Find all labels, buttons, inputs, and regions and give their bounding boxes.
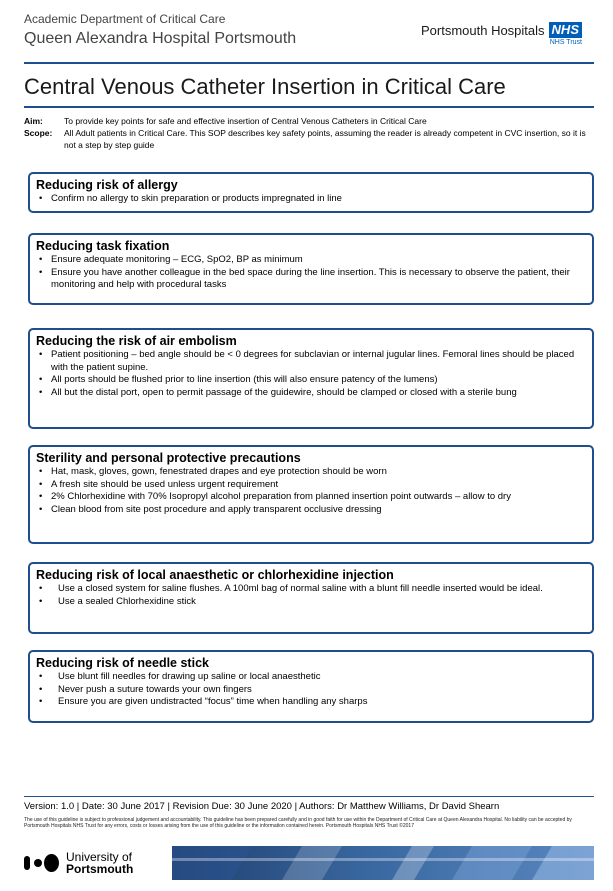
bullet-list — [36, 583, 586, 608]
bullet-list — [36, 193, 586, 206]
aim-text: To provide key points for safe and effective insertion of Central Venous Catheters in Critical Care — [64, 116, 427, 126]
section-title: Reducing task fixation — [36, 239, 170, 253]
list-item: • All ports should be flushed prior to line insertion (this will also ensure patency of the lumens) — [36, 374, 586, 387]
document-header — [24, 12, 594, 60]
section-title: Sterility and personal protective precautions — [36, 451, 301, 465]
list-item: • Use a closed system for saline flushes. A 100ml bag of normal saline with a blunt fill needle inserted would be ideal. — [36, 583, 586, 596]
list-item: • Patient positioning – bed angle should be < 0 degrees for subclavian or internal jugular lines. Femoral lines should be placed with the patient supine. — [36, 349, 586, 374]
scope-row — [24, 127, 589, 151]
footer-banner-graphic — [172, 846, 594, 880]
aim-scope-block — [24, 115, 589, 151]
section-allergy — [28, 172, 594, 213]
university-mark-icon — [24, 850, 60, 876]
department-name: Academic Department of Critical Care — [24, 12, 226, 26]
section-sterility-ppe — [28, 445, 594, 544]
header-divider-bottom — [24, 106, 594, 108]
hospital-name: Queen Alexandra Hospital Portsmouth — [24, 30, 297, 47]
page-title: Central Venous Catheter Insertion in Critical Care — [24, 74, 506, 99]
bullet-list — [36, 254, 586, 292]
bullet-list — [36, 671, 586, 709]
bullet-list — [36, 466, 586, 516]
list-item: • Never push a suture towards your own fingers — [36, 684, 586, 697]
section-air-embolism — [28, 328, 594, 429]
list-item: • A fresh site should be used unless urgent requirement — [36, 479, 586, 492]
scope-label: Scope: — [24, 128, 53, 138]
bullet-list — [36, 349, 586, 399]
scope-text: All Adult patients in Critical Care. This SOP describes key safety points, assuming the reader is already competent in CVC insertion, so it is not a step by step guide — [64, 128, 586, 150]
section-injection-risk — [28, 562, 594, 634]
header-divider-top — [24, 62, 594, 64]
section-needle-stick — [28, 650, 594, 723]
section-title: Reducing risk of local anaesthetic or chlorhexidine injection — [36, 568, 394, 582]
list-item: • 2% Chlorhexidine with 70% Isopropyl alcohol preparation from planned insertion point outwards – allow to dry — [36, 491, 586, 504]
list-item: • Hat, mask, gloves, gown, fenestrated drapes and eye protection should be worn — [36, 466, 586, 479]
nhs-logo-icon: NHS — [549, 22, 582, 38]
aim-label: Aim: — [24, 116, 43, 126]
nhs-logo-block — [421, 22, 582, 46]
list-item: • Use blunt fill needles for drawing up saline or local anaesthetic — [36, 671, 586, 684]
list-item: • All but the distal port, open to permit passage of the guidewire, should be clamped or closed with a sterile bung — [36, 387, 586, 400]
list-item: • Ensure you have another colleague in the bed space during the line insertion. This is necessary to observe the patient, their monitoring and help with procedural tasks — [36, 267, 586, 292]
university-logo — [24, 848, 174, 878]
disclaimer-text: The use of this guideline is subject to professional judgement and accountability. This guideline has been prepared carefully and in good faith for use within the Department of Critical Care at Queen Alexandra Hospital. No liability can be accepted by Portsmouth Hospitals NHS Trust for any errors, costs or losses arising from the use of this guideline or the information contained herein. Portsmouth Hospitals NHS Trust ©2017 — [24, 817, 572, 829]
list-item: • Ensure adequate monitoring – ECG, SpO2, BP as minimum — [36, 254, 586, 267]
list-item: • Clean blood from site post procedure and apply transparent occlusive dressing — [36, 504, 586, 517]
list-item: • Use a sealed Chlorhexidine stick — [36, 596, 586, 609]
section-title: Reducing risk of allergy — [36, 178, 178, 192]
aim-row — [24, 115, 589, 127]
university-name-bottom: Portsmouth — [66, 862, 134, 876]
university-name-top: University of — [66, 850, 133, 864]
nhs-org-name: Portsmouth Hospitals — [420, 22, 545, 38]
section-title: Reducing the risk of air embolism — [36, 334, 237, 348]
list-item: • Confirm no allergy to skin preparation or products impregnated in line — [36, 193, 586, 206]
nhs-trust-label: NHS Trust — [549, 39, 582, 46]
version-line: Version: 1.0 | Date: 30 June 2017 | Revision Due: 30 June 2020 | Authors: Dr Matthew Williams, Dr David Shearn — [24, 801, 500, 812]
footer-divider — [24, 796, 594, 797]
section-task-fixation — [28, 233, 594, 305]
section-title: Reducing risk of needle stick — [36, 656, 209, 670]
list-item: • Ensure you are given undistracted “focus” time when handling any sharps — [36, 696, 586, 709]
